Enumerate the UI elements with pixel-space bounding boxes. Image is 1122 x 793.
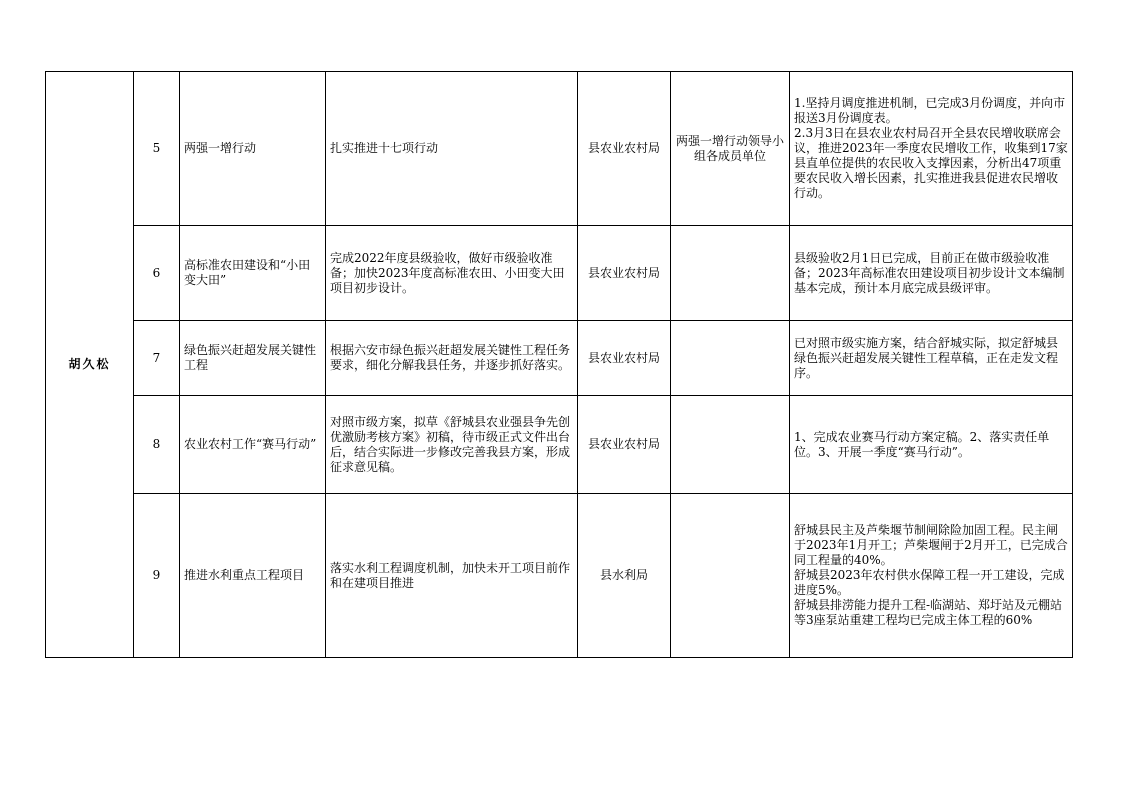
progress-line: 县级验收2月1日已完成，目前正在做市级验收准备；2023年高标准农田建设项目初步设计文本编制基本完成，预计本月底完成县级评审。 xyxy=(794,250,1065,295)
lead-unit: 县水利局 xyxy=(578,494,671,658)
project-name: 农业农村工作“赛马行动” xyxy=(180,396,326,494)
row-number: 9 xyxy=(134,494,180,658)
progress-line: 1、完成农业赛马行动方案定稿。2、落实责任单位。3、开展一季度“赛马行动”。 xyxy=(794,429,1050,459)
table-row xyxy=(46,321,1073,396)
coop-unit: 两强一增行动领导小组各成员单位 xyxy=(671,72,790,226)
table-row xyxy=(46,72,1073,226)
progress-cell xyxy=(790,494,1073,658)
progress-cell xyxy=(790,321,1073,396)
task-description: 扎实推进十七项行动 xyxy=(326,72,578,226)
progress-line: 舒城县排涝能力提升工程-临湖站、郑圩站及元棚站等3座泵站重建工程均已完成主体工程的60% xyxy=(794,598,1063,627)
lead-unit: 县农业农村局 xyxy=(578,396,671,494)
task-description: 对照市级方案，拟草《舒城县农业强县争先创优激励考核方案》初稿，待市级正式文件出台后，结合实际进一步修改完善我县方案，形成征求意见稿。 xyxy=(326,396,578,494)
row-number: 7 xyxy=(134,321,180,396)
progress-line: 舒城县2023年农村供水保障工程一开工建设，完成进度5%。 xyxy=(794,568,1065,597)
task-description: 完成2022年度县级验收，做好市级验收准备；加快2023年度高标准农田、小田变大田项目初步设计。 xyxy=(326,226,578,321)
project-name: 绿色振兴赶超发展关键性工程 xyxy=(180,321,326,396)
progress-cell xyxy=(790,396,1073,494)
lead-unit: 县农业农村局 xyxy=(578,226,671,321)
table-row xyxy=(46,494,1073,658)
task-description: 根据六安市绿色振兴赶超发展关键性工程任务要求，细化分解我县任务，并逐步抓好落实。 xyxy=(326,321,578,396)
table-row xyxy=(46,396,1073,494)
coop-unit xyxy=(671,494,790,658)
lead-unit: 县农业农村局 xyxy=(578,72,671,226)
responsible-person: 胡久松 xyxy=(46,72,134,658)
project-name: 推进水利重点工程项目 xyxy=(180,494,326,658)
progress-line: 1.坚持月调度推进机制，已完成3月份调度，并向市报送3月份调度表。 xyxy=(794,96,1066,125)
coop-unit xyxy=(671,396,790,494)
progress-line: 2.3月3日在县农业农村局召开全县农民增收联席会议，推进2023年一季度农民增收工作，收集到17家县直单位提供的农民收入支撑因素，分析出47项重要农民收入增长因素，扎实推进我县促进农民增收行动。 xyxy=(794,126,1068,200)
lead-unit: 县农业农村局 xyxy=(578,321,671,396)
progress-cell xyxy=(790,226,1073,321)
coop-unit xyxy=(671,226,790,321)
row-number: 5 xyxy=(134,72,180,226)
progress-cell xyxy=(790,72,1073,226)
table-row xyxy=(46,226,1073,321)
coop-unit xyxy=(671,321,790,396)
task-description: 落实水利工程调度机制，加快未开工项目前作和在建项目推进 xyxy=(326,494,578,658)
work-progress-table xyxy=(45,71,1073,658)
project-name: 高标准农田建设和“小田变大田” xyxy=(180,226,326,321)
row-number: 6 xyxy=(134,226,180,321)
row-number: 8 xyxy=(134,396,180,494)
progress-line: 已对照市级实施方案，结合舒城实际，拟定舒城县绿色振兴赶超发展关键性工程草稿，正在走发文程序。 xyxy=(794,335,1059,380)
project-name: 两强一增行动 xyxy=(180,72,326,226)
progress-line: 舒城县民主及芦柴堰节制闸除险加固工程。民主闸于2023年1月开工；芦柴堰闸于2月开工，已完成合同工程量的40%。 xyxy=(794,523,1068,567)
